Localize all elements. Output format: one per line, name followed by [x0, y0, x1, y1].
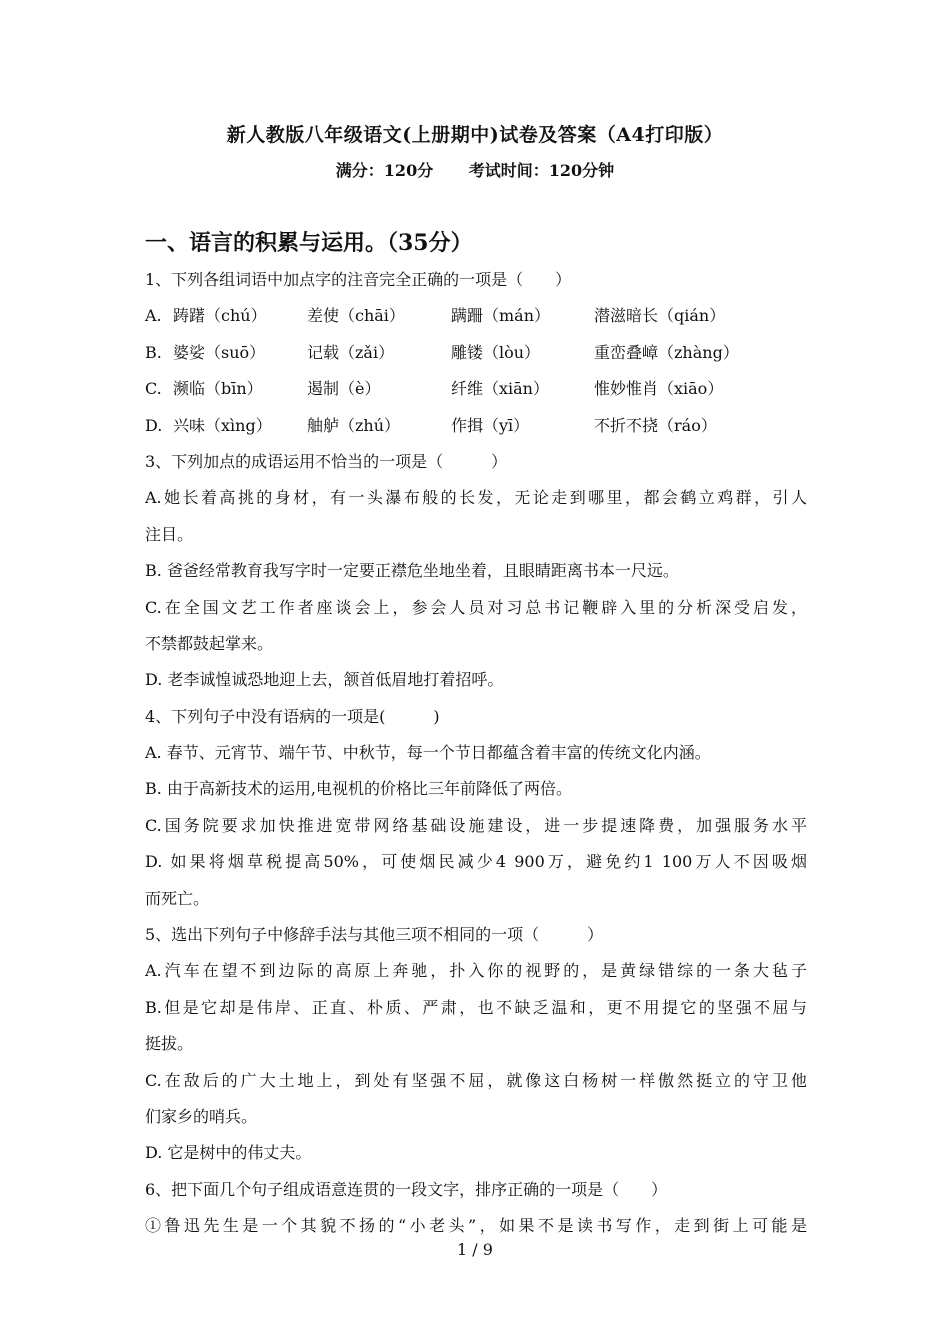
option-item: 作揖（yī） — [451, 415, 530, 435]
question-5-option-d: D. 它是树中的伟丈夫。 — [145, 1143, 312, 1163]
question-4-option-d-cont: 而死亡。 — [145, 888, 210, 908]
option-item: 濒临（bīn） — [173, 379, 263, 399]
full-score: 满分：120分 — [335, 161, 434, 180]
option-item: 蹒跚（mán） — [451, 306, 551, 326]
question-5-option-b-cont: 挺拔。 — [145, 1034, 194, 1054]
option-item: 舳舻（zhú） — [307, 415, 401, 435]
question-3-option-a: A.她长着高挑的身材，有一头瀑布般的长发，无论走到哪里，都会鹤立鸡群，引人 — [145, 488, 807, 508]
question-1-option-b — [145, 335, 807, 371]
question-1-option-d — [145, 408, 807, 444]
question-4-option-a: A. 春节、元宵节、端午节、中秋节，每一个节日都蕴含着丰富的传统文化内涵。 — [145, 743, 711, 763]
section-heading: 一、语言的积累与运用。（35分） — [145, 230, 473, 256]
page-number: 1 / 9 — [457, 1240, 493, 1259]
question-5-option-c-cont: 们家乡的哨兵。 — [145, 1106, 258, 1126]
option-item: 差使（chāi） — [307, 306, 405, 326]
question-4-option-d: D. 如果将烟草税提高50%，可使烟民减少4 900万，避免约1 100万人不因吸烟 — [145, 852, 807, 872]
option-label: D. — [145, 415, 163, 435]
question-4-option-c: C.国务院要求加快推进宽带网络基础设施建设，进一步提速降费，加强服务水平 — [145, 815, 807, 835]
exam-time: 考试时间：120分钟 — [468, 161, 615, 180]
question-4-stem: 4、下列句子中没有语病的一项是( ) — [145, 706, 440, 726]
question-3-option-a-cont: 注目。 — [145, 524, 194, 544]
question-3-option-c: C.在全国文艺工作者座谈会上，参会人员对习总书记鞭辟入里的分析深受启发， — [145, 597, 807, 617]
question-6-stem: 6、把下面几个句子组成语意连贯的一段文字，排序正确的一项是（ ） — [145, 1179, 668, 1199]
option-item: 兴味（xìng） — [173, 415, 272, 435]
option-item: 潜滋暗长（qián） — [594, 306, 726, 326]
question-3-stem: 3、下列加点的成语运用不恰当的一项是（ ） — [145, 451, 508, 471]
option-item: 雕镂（lòu） — [451, 342, 541, 362]
question-5-option-c: C.在敌后的广大土地上，到处有坚强不屈，就像这白杨树一样傲然挺立的守卫他 — [145, 1070, 807, 1090]
question-6-sentence-1: ①鲁迅先生是一个其貌不扬的“小老头”，如果不是读书写作，走到街上可能是 — [145, 1216, 807, 1236]
question-5-stem: 5、选出下列句子中修辞手法与其他三项不相同的一项（ ） — [145, 925, 604, 945]
option-item: 踌躇（chú） — [173, 306, 267, 326]
option-label: A. — [145, 306, 162, 326]
option-item: 婆娑（suō） — [173, 342, 266, 362]
question-1-stem: 1、下列各组词语中加点字的注音完全正确的一项是（ ） — [145, 270, 572, 289]
option-label: C. — [145, 379, 162, 399]
document-title: 新人教版八年级语文(上册期中)试卷及答案（A4打印版） — [226, 124, 724, 146]
option-item: 不折不挠（ráo） — [594, 415, 717, 435]
question-4-option-b: B. 由于高新技术的运用,电视机的价格比三年前降低了两倍。 — [145, 779, 573, 799]
option-item: 重峦叠嶂（zhàng） — [594, 342, 739, 362]
option-label: B. — [145, 342, 162, 362]
question-1-option-a — [145, 298, 807, 334]
question-3-option-d: D. 老李诚惶诚恐地迎上去，颔首低眉地打着招呼。 — [145, 670, 504, 690]
option-item: 惟妙惟肖（xiāo） — [594, 379, 724, 399]
option-item: 纤维（xiān） — [451, 379, 549, 399]
exam-meta — [0, 158, 950, 181]
question-1-option-c — [145, 371, 807, 407]
question-body — [145, 262, 807, 1245]
option-item: 记载（zǎi） — [307, 342, 395, 362]
question-3-option-b: B. 爸爸经常教育我写字时一定要正襟危坐地坐着，且眼睛距离书本一尺远。 — [145, 561, 679, 581]
question-5-option-a: A.汽车在望不到边际的高原上奔驰，扑入你的视野的，是黄绿错综的一条大毡子 — [145, 961, 807, 981]
option-item: 遏制（è） — [307, 379, 381, 399]
question-3-option-c-cont: 不禁都鼓起掌来。 — [145, 633, 274, 653]
question-5-option-b: B.但是它却是伟岸、正直、朴质、严肃，也不缺乏温和，更不用提它的坚强不屈与 — [145, 997, 807, 1017]
